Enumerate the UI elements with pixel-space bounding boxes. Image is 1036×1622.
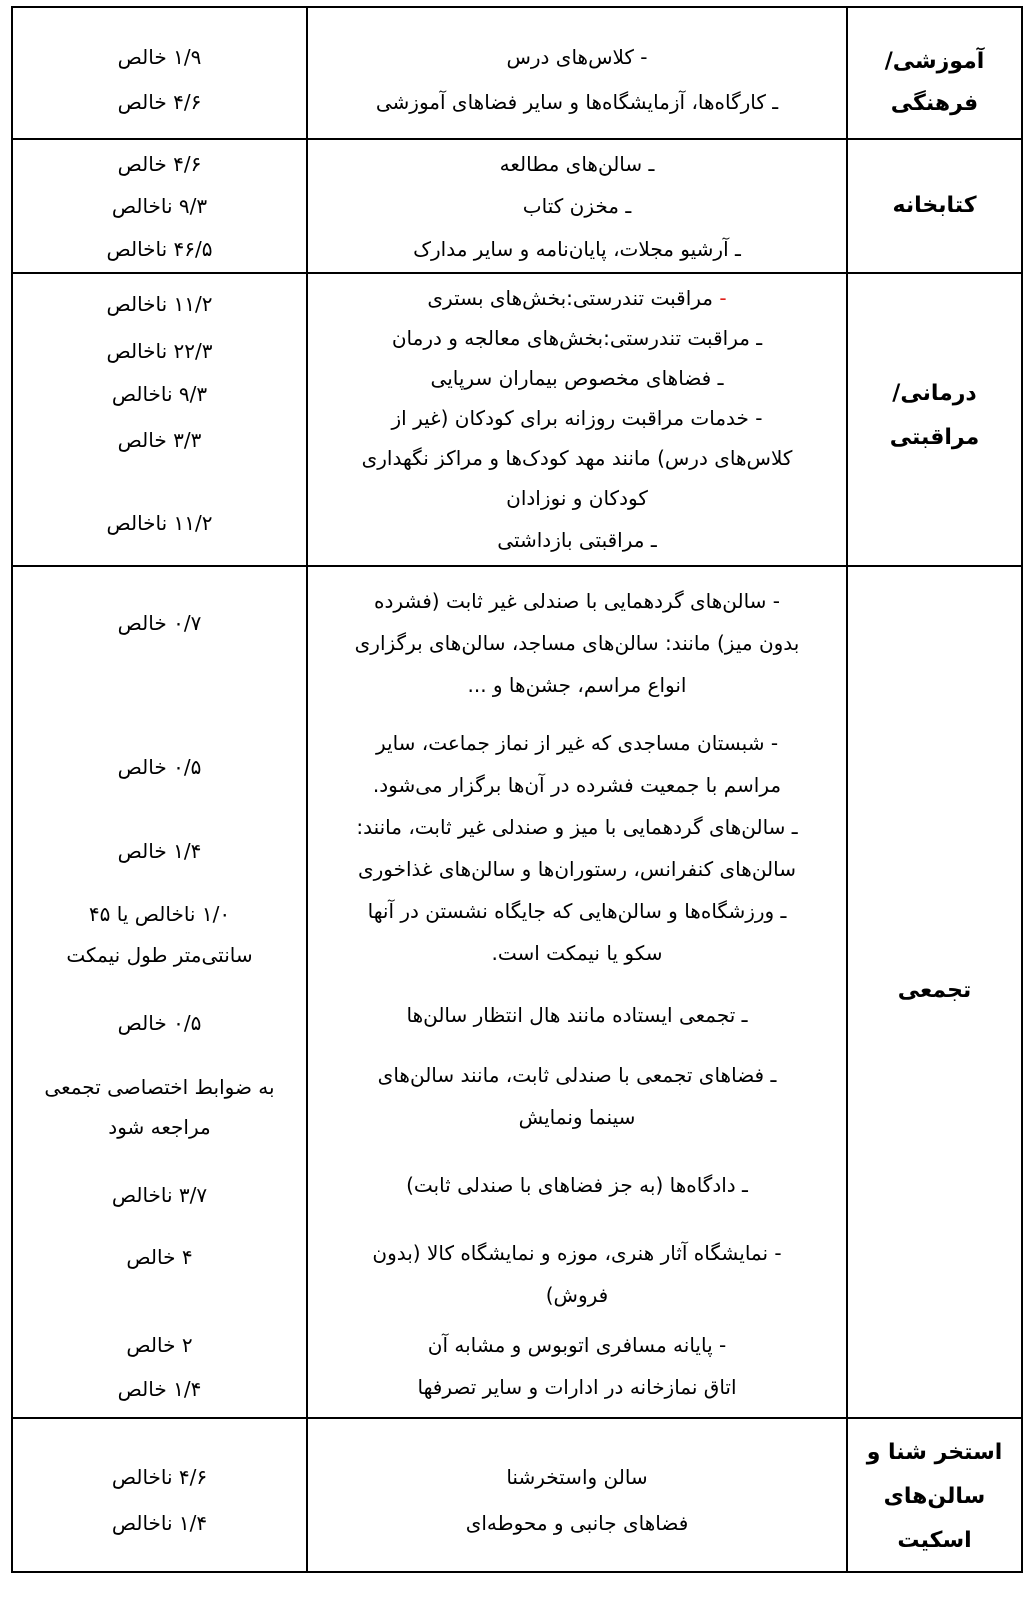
description-line: ـ دادگاه‌ها (به جز فضاهای با صندلی ثابت) xyxy=(406,1173,748,1197)
value-line: ۱/۴ خالص xyxy=(117,839,202,863)
description-line: - خدمات مراقبت روزانه برای کودکان (غیر از xyxy=(391,406,763,430)
description-line: ـ آرشیو مجلات، پایان‌نامه و سایر مدارک xyxy=(413,237,741,261)
category-line: سالن‌های xyxy=(883,1484,986,1509)
category-line: آموزشی/ xyxy=(884,49,985,74)
description-cell xyxy=(307,7,847,139)
category-cell xyxy=(847,139,1022,273)
description-line: ـ مراقبت تندرستی:بخش‌های معالجه و درمان xyxy=(391,326,763,350)
description-line: فضاهای جانبی و محوطه‌ای xyxy=(465,1511,689,1535)
description-text: مراقبت تندرستی:بخش‌های بستری xyxy=(427,286,714,310)
category-line: درمانی/ xyxy=(892,381,977,406)
category-line: استخر شنا و xyxy=(866,1440,1003,1465)
description-line: ـ مراقبتی بازداشتی xyxy=(497,528,657,552)
table-row xyxy=(12,139,1022,273)
description-line: ـ مخزن کتاب xyxy=(522,194,632,218)
value-line: سانتی‌متر طول نیمکت xyxy=(66,943,253,967)
description-line: ـ سالن‌های مطالعه xyxy=(499,152,655,176)
description-line: سالن واستخرشنا xyxy=(506,1465,648,1489)
value-line: ۴ خالص xyxy=(126,1245,193,1269)
description-line: ـ تجمعی ایستاده مانند هال انتظار سالن‌ها xyxy=(406,1003,748,1027)
description-line: ـ ورزشگاه‌ها و سالن‌هایی که جایگاه نشستن در آنها xyxy=(367,899,787,923)
value-line: ۹/۳ ناخالص xyxy=(111,194,208,218)
description-line: - کلاس‌های درس xyxy=(506,45,648,69)
description-line: ـ فضاهای مخصوص بیماران سرپایی xyxy=(430,366,724,390)
description-line: کلاس‌های درس) مانند مهد کودک‌ها و مراکز نگهداری xyxy=(361,446,793,470)
value-line: ۳/۳ خالص xyxy=(117,428,202,452)
description-line xyxy=(308,284,846,312)
description-line: اتاق نمازخانه در ادارات و سایر تصرفها xyxy=(417,1375,737,1399)
values-cell xyxy=(12,139,307,273)
value-line: ۰/۵ خالص xyxy=(117,1011,202,1035)
value-line: ۱/۴ ناخالص xyxy=(111,1511,208,1535)
red-dash-marker: - xyxy=(719,286,727,310)
values-cell xyxy=(12,273,307,566)
description-line: کودکان و نوزادان xyxy=(506,486,648,510)
value-line: ۱/۹ خالص xyxy=(117,45,202,69)
value-line: ۱/۴ خالص xyxy=(117,1377,202,1401)
value-line: ۴/۶ خالص xyxy=(117,90,202,114)
description-cell xyxy=(307,1418,847,1572)
value-line: ۰/۷ خالص xyxy=(117,611,202,635)
values-cell xyxy=(12,566,307,1418)
category-cell xyxy=(847,1418,1022,1572)
category-cell xyxy=(847,7,1022,139)
value-line: ۴/۶ ناخالص xyxy=(111,1465,208,1489)
category-line: مراقبتی xyxy=(889,425,980,450)
category-line: فرهنگی xyxy=(890,91,979,116)
description-line: ـ سالن‌های گردهمایی با میز و صندلی غیر ثابت، مانند: xyxy=(356,815,798,839)
description-line: مراسم با جمعیت فشرده در آن‌ها برگزار می‌شود. xyxy=(372,773,782,797)
value-line: ۴/۶ خالص xyxy=(117,152,202,176)
description-line: ـ فضاهای تجمعی با صندلی ثابت، مانند سالن‌های xyxy=(377,1063,777,1087)
value-line: ۱۱/۲ ناخالص xyxy=(106,511,213,535)
table-row xyxy=(12,1418,1022,1572)
value-line: ۱/۰ ناخالص یا ۴۵ xyxy=(88,902,231,926)
description-line: سینما ونمایش xyxy=(518,1105,636,1129)
category-line: تجمعی xyxy=(897,978,972,1003)
description-line: - پایانه مسافری اتوبوس و مشابه آن xyxy=(427,1333,727,1357)
value-line: ۹/۳ ناخالص xyxy=(111,382,208,406)
value-line: ۴۶/۵ ناخالص xyxy=(106,237,213,261)
value-line: ۱۱/۲ ناخالص xyxy=(106,292,213,316)
value-line: ۰/۵ خالص xyxy=(117,755,202,779)
description-cell xyxy=(307,139,847,273)
category-cell xyxy=(847,566,1022,1418)
value-line: به ضوابط اختصاصی تجمعی xyxy=(44,1075,275,1099)
value-line: ۲ خالص xyxy=(126,1333,193,1357)
value-line: ۳/۷ ناخالص xyxy=(111,1183,208,1207)
description-line: سکو یا نیمکت است. xyxy=(491,941,663,965)
description-line: بدون میز) مانند: سالن‌های مساجد، سالن‌های برگزاری xyxy=(354,631,800,655)
description-line: - نمایشگاه آثار هنری، موزه و نمایشگاه کالا (بدون xyxy=(372,1241,782,1265)
description-line: - سالن‌های گردهمایی با صندلی غیر ثابت (فشرده xyxy=(373,589,781,613)
category-cell xyxy=(847,273,1022,566)
description-line: فروش) xyxy=(545,1283,609,1307)
category-line: اسکیت xyxy=(897,1528,972,1553)
value-line: مراجعه شود xyxy=(108,1115,211,1139)
description-cell xyxy=(307,566,847,1418)
value-line: ۲۲/۳ ناخالص xyxy=(106,339,213,363)
description-line: - شبستان مساجدی که غیر از نماز جماعت، سایر xyxy=(375,731,779,755)
description-line: ـ کارگاه‌ها، آزمایشگاه‌ها و سایر فضاهای آموزشی xyxy=(375,90,779,114)
table-row xyxy=(12,566,1022,1418)
table-row xyxy=(12,7,1022,139)
description-cell xyxy=(307,273,847,566)
description-line: سالن‌های کنفرانس، رستوران‌ها و سالن‌های غذاخوری xyxy=(357,857,796,881)
values-cell xyxy=(12,1418,307,1572)
description-line: انواع مراسم، جشن‌ها و ... xyxy=(467,673,687,697)
occupancy-table xyxy=(11,6,1023,1573)
values-cell xyxy=(12,7,307,139)
table-row xyxy=(12,273,1022,566)
category-line: کتابخانه xyxy=(892,193,977,218)
